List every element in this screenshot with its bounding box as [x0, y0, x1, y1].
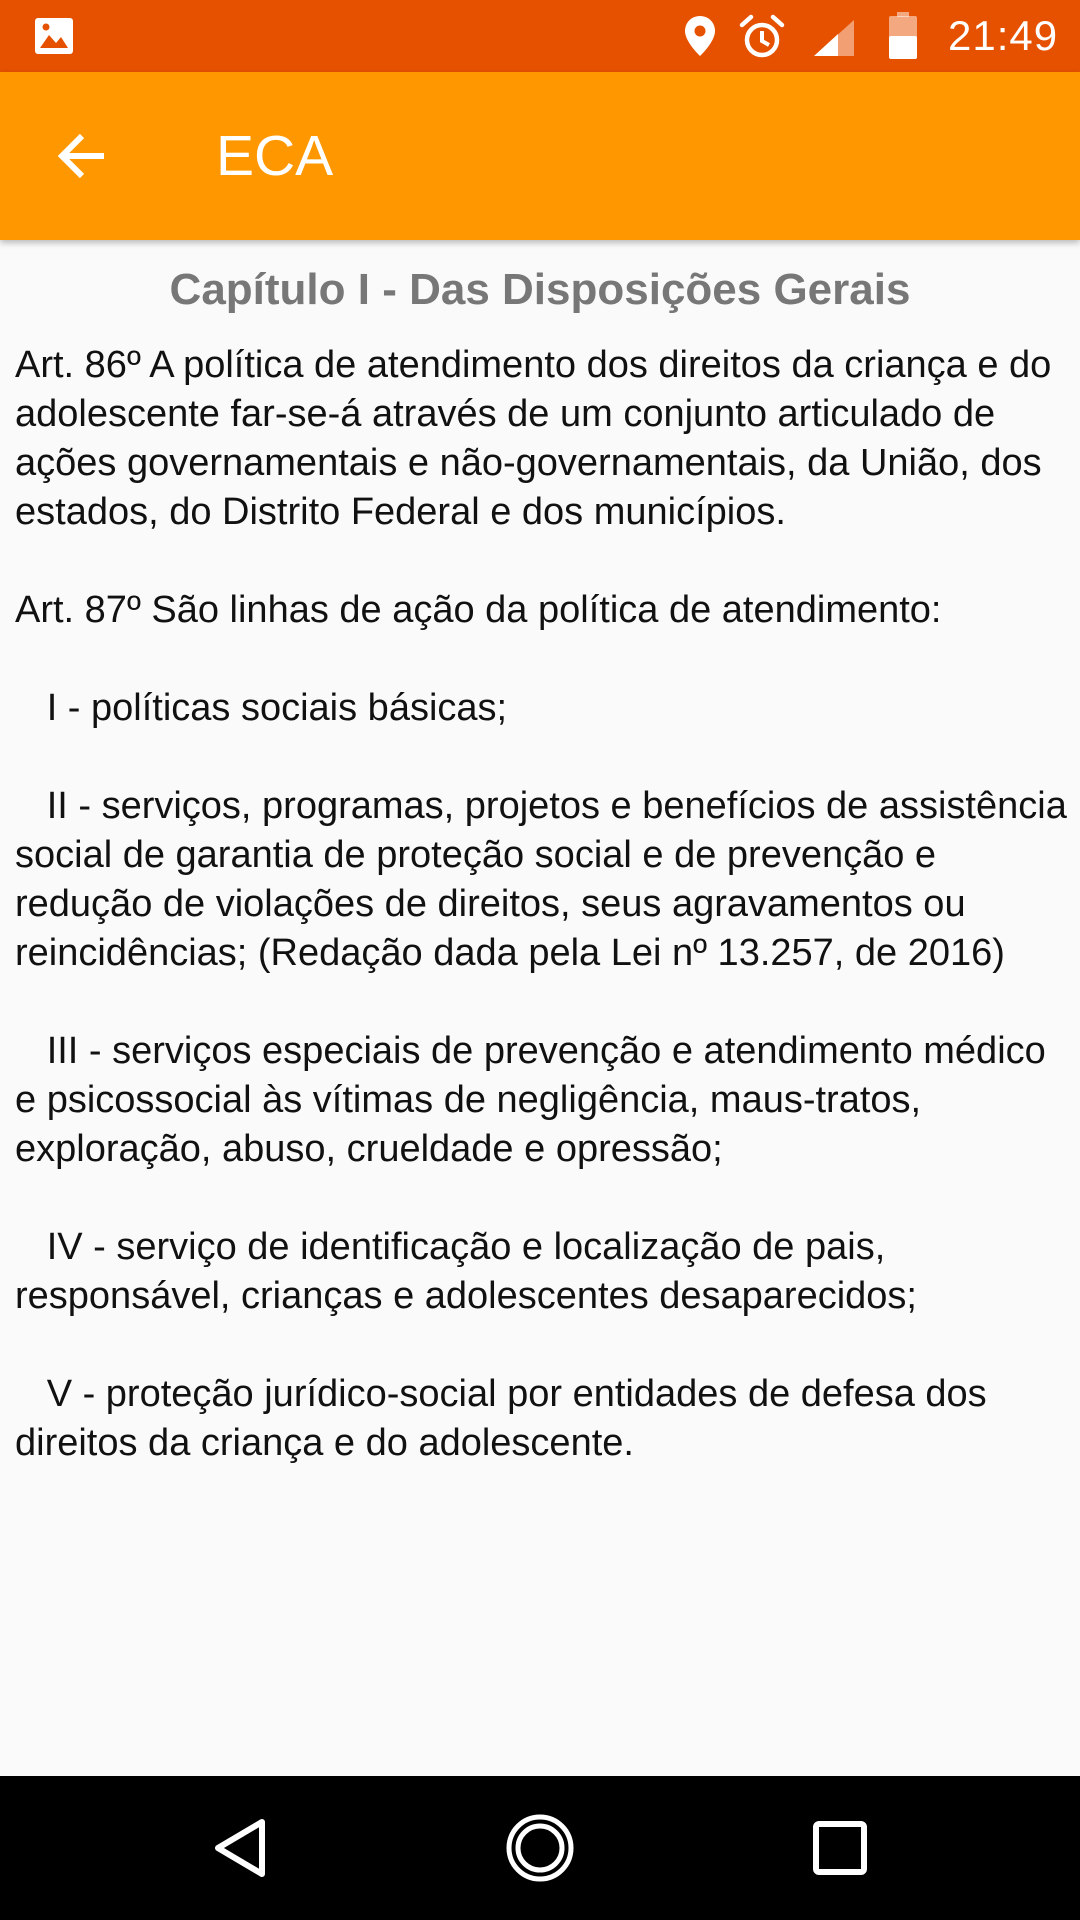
system-nav-bar: [0, 1776, 1080, 1920]
alarm-icon: [738, 13, 786, 61]
article-87-item-i: I - políticas sociais básicas;: [15, 687, 508, 729]
nav-recents-button[interactable]: [800, 1808, 880, 1888]
status-bar: [0, 0, 1080, 72]
article-86: Art. 86º A política de atendimento dos direitos da criança e do adolescente far-se-á através de um conjunto articulado de ações governamentais e não-governamentais, da União, dos estados, do Distrito Federal e dos municípios.: [15, 344, 1062, 533]
nav-home-button[interactable]: [500, 1808, 580, 1888]
article-87-item-iv: IV - serviço de identificação e localização de pais, responsável, crianças e adolescentes desaparecidos;: [15, 1226, 917, 1317]
app-bar: [0, 72, 1080, 240]
location-icon: [682, 14, 718, 58]
content-scroll-area[interactable]: [0, 240, 1080, 1776]
nav-back-button[interactable]: [200, 1808, 280, 1888]
article-87-item-iii: III - serviços especiais de prevenção e atendimento médico e psicossocial às vítimas de negligência, maus-tratos, exploração, abuso, crueldade e opressão;: [15, 1030, 1057, 1170]
article-87-item-ii: II - serviços, programas, projetos e benefícios de assistência social de garantia de proteção social e de prevenção e redução de violações de direitos, seus agravamentos ou reincidências; (Redação dada pela Lei nº 13.257, de 2016): [15, 785, 1078, 974]
battery-icon: [888, 12, 918, 60]
back-button[interactable]: [44, 118, 120, 194]
chapter-title: Capítulo I - Das Disposições Gerais: [169, 265, 911, 314]
back-triangle-icon: [210, 1816, 270, 1880]
signal-icon: [812, 18, 856, 58]
image-icon: [34, 17, 74, 55]
home-circle-icon: [504, 1812, 576, 1884]
arrow-back-icon: [56, 132, 108, 180]
article-87: Art. 87º São linhas de ação da política de atendimento:: [15, 589, 942, 631]
law-text: [15, 341, 1078, 1468]
status-time: 21:49: [948, 12, 1059, 59]
page-title: ECA: [216, 124, 334, 188]
recents-square-icon: [810, 1818, 870, 1878]
article-87-item-v: V - proteção jurídico-social por entidades de defesa dos direitos da criança e do adolescente.: [15, 1373, 998, 1464]
